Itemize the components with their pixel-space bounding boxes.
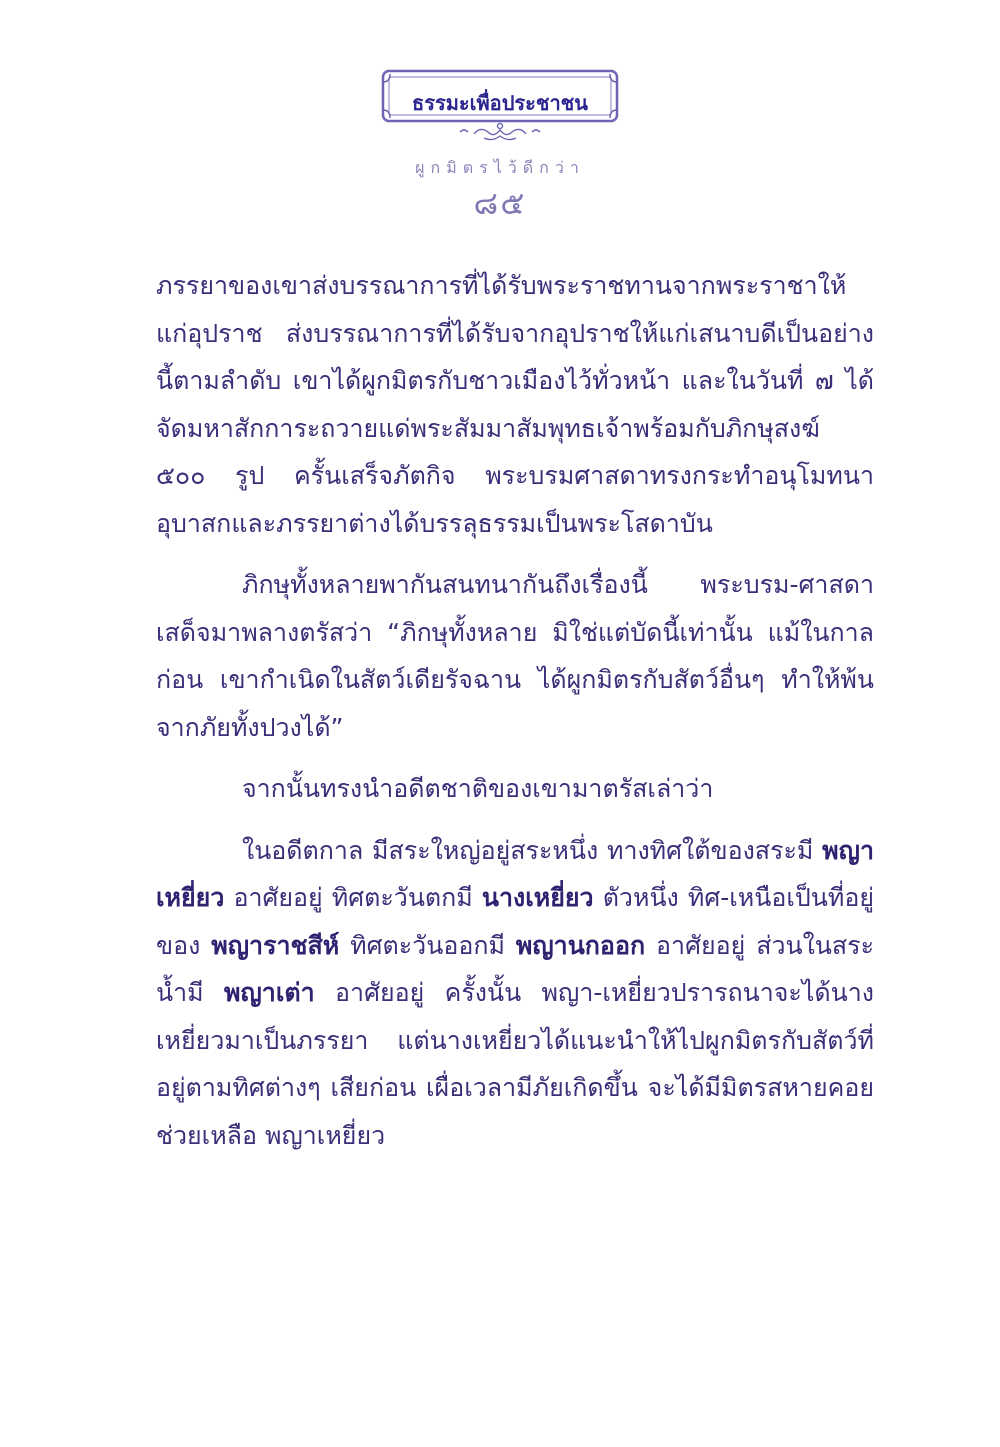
page-number: ๘๕: [473, 184, 527, 222]
chapter-subtitle: ผูกมิตรไว้ดีกว่า: [415, 158, 585, 177]
logo-text: ธรรมะเพื่อประชาชน: [412, 91, 588, 115]
paragraph: [156, 765, 874, 813]
bold-name: พญาเต่า: [224, 978, 315, 1007]
text-segment: อาศัยอยู่ ครั้งนั้น พญา-เหยี่ยวปรารถนาจะได้นางเหยี่ยวมาเป็นภรรยา แต่นางเหยี่ยวได้แนะนำให้ไปผูกมิตรกับสัตว์ที่อยู่ตามทิศต่างๆ เสียก่อน เผื่อเวลามีภัยเกิดขึ้น จะได้มีมิตรสหายคอยช่วยเหลือ พญาเหยี่ยว: [156, 978, 874, 1150]
text-segment: ตัวหนึ่ง ทิศ-เหนือเป็นที่อยู่ของ: [156, 883, 874, 960]
paragraph: [156, 262, 874, 547]
text-segment: ภิกษุทั้งหลายพากันสนทนากันถึงเรื่องนี้ พระบรม-ศาสดาเสด็จมาพลางตรัสว่า “ภิกษุทั้งหลาย มิใช่แต่บัดนี้เท่านั้น แม้ในกาลก่อน เขากำเนิดในสัตว์เดียรัจฉาน ได้ผูกมิตรกับสัตว์อื่นๆ ทำให้พ้นจากภัยทั้งปวงได้”: [156, 570, 874, 742]
paragraph: [156, 561, 874, 751]
bold-name: พญาราชสีห์: [211, 930, 340, 960]
bold-name: พญาเหยี่ยว: [156, 835, 874, 912]
bold-name: นางเหยี่ยว: [481, 883, 594, 912]
story-body: [156, 262, 874, 1173]
page-header: [0, 68, 1000, 223]
bold-name: พญานกออก: [515, 930, 646, 960]
text-segment: อาศัยอยู่ ทิศตะวันตกมี: [224, 883, 482, 912]
text-segment: อาศัยอยู่ ส่วนในสระน้ำมี: [156, 930, 874, 1007]
text-segment: ในอดีตกาล มีสระใหญ่อยู่สระหนึ่ง ทางทิศใต้ของสระมี: [242, 835, 823, 865]
text-segment: ทิศตะวันออกมี: [339, 930, 516, 960]
text-segment: ภรรยาของเขาส่งบรรณาการที่ได้รับพระราชทานจากพระราชาให้แก่อุปราช ส่งบรรณาการที่ได้รับจากอุปราชให้แก่เสนาบดีเป็นอย่างนี้ตามลำดับ เขาได้ผูกมิตรกับชาวเมืองไว้ทั่วหน้า และในวันที่ ๗ ได้จัดมหาสักการะถวายแด่พระสัมมาสัมพุทธเจ้าพร้อมกับภิกษุสงฆ์ ๕๐๐ รูป ครั้นเสร็จภัตกิจ พระบรมศาสดาทรงกระทำอนุโมทนา อุบาสกและภรรยาต่างได้บรรลุธรรมเป็นพระโสดาบัน: [156, 271, 874, 538]
paragraph: [156, 827, 874, 1160]
text-segment: จากนั้นทรงนำอดีตชาติของเขามาตรัสเล่าว่า: [242, 774, 714, 803]
dhamma-logo: [380, 68, 620, 146]
